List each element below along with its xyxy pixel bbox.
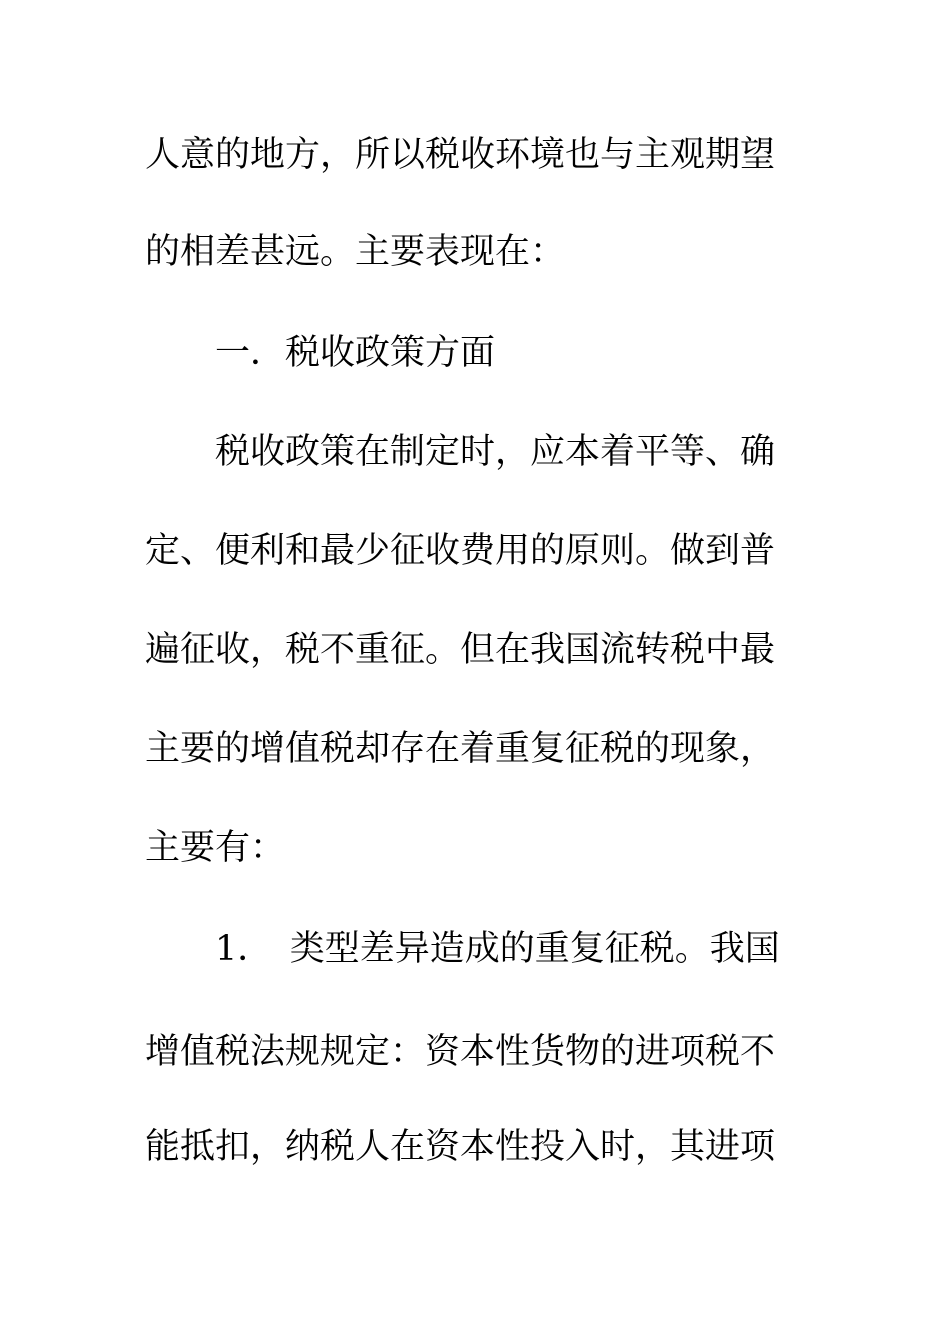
paragraph-line: 主要的增值税却存在着重复征税的现象， bbox=[145, 729, 776, 769]
paragraph-line: 的相差甚远。主要表现在： bbox=[145, 232, 566, 272]
paragraph-line: 遍征收，税不重征。但在我国流转税中最 bbox=[145, 630, 776, 670]
paragraph-line: 主要有： bbox=[145, 828, 286, 868]
section-heading: 一．税收政策方面 bbox=[215, 333, 496, 373]
paragraph-line: 人意的地方，所以税收环境也与主观期望 bbox=[145, 135, 776, 175]
paragraph-line: 定、便利和最少征收费用的原则。做到普 bbox=[145, 531, 776, 571]
paragraph-line: 能抵扣，纳税人在资本性投入时，其进项 bbox=[145, 1127, 776, 1167]
paragraph-line: 税收政策在制定时，应本着平等、确 bbox=[215, 432, 776, 472]
list-item-heading: 1． 类型差异造成的重复征税。我国 bbox=[215, 929, 780, 969]
paragraph-line: 增值税法规规定：资本性货物的进项税不 bbox=[145, 1032, 776, 1072]
